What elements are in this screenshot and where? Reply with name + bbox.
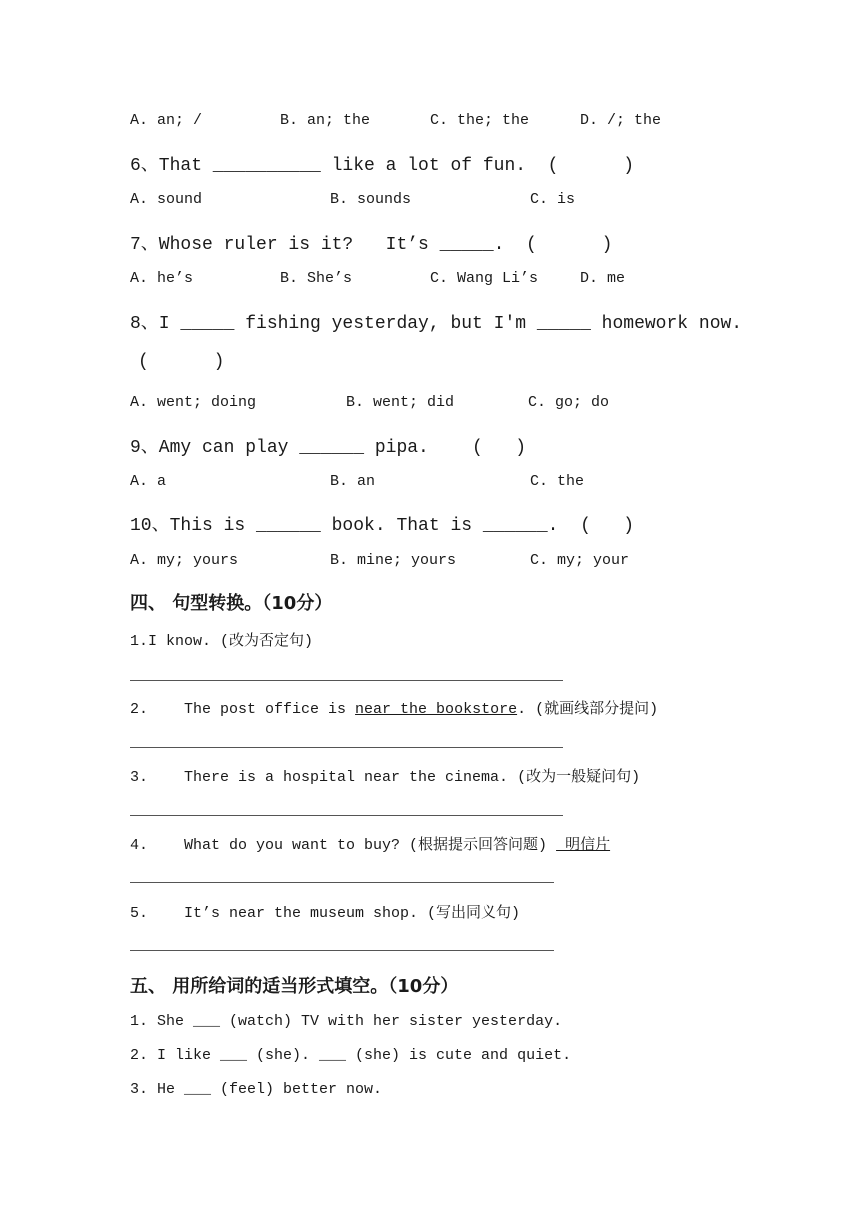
q7-option-c: C. Wang Li’s (430, 270, 539, 287)
q5-option-c: C. the; the (430, 112, 530, 129)
answer-line-2[interactable] (130, 747, 563, 748)
q10-option-a: A. my; yours (130, 552, 239, 569)
answer-line-5[interactable] (130, 950, 554, 951)
q9-option-b: B. an (330, 473, 376, 490)
q8-option-a: A. went; doing (130, 394, 257, 411)
q7-option-a: A. he’s (130, 270, 194, 287)
answer-line-3[interactable] (130, 815, 563, 816)
q8-option-b: B. went; did (346, 394, 455, 411)
q6-option-a: A. sound (130, 191, 203, 208)
q7-stem: 7、Whose ruler is it? It’s _____. ( ) (130, 235, 613, 255)
q9-option-a: A. a (130, 473, 167, 490)
q9-option-c: C. the (530, 473, 585, 490)
section4-heading: 四、 句型转换。（10分） (130, 593, 333, 614)
section4-item-1: 1.I know. (改为否定句) (130, 633, 314, 650)
q6-option-b: B. sounds (330, 191, 412, 208)
q8-option-c: C. go; do (528, 394, 610, 411)
q10-option-b: B. mine; yours (330, 552, 457, 569)
item-4-hint: 明信片 (556, 837, 611, 854)
item-2-text: 2. The post office is (130, 701, 356, 718)
section4-item-5: 5. It’s near the museum shop. (写出同义句) (130, 905, 521, 922)
q9-stem: 9、Amy can play ______ pipa. ( ) (130, 438, 527, 458)
q5-option-a: A. an; / (130, 112, 203, 129)
section5-item-1: 1. She ___ (watch) TV with her sister yesterday. (130, 1013, 563, 1030)
q7-option-d: D. me (580, 270, 626, 287)
section4-item-2 (130, 697, 658, 718)
q10-option-c: C. my; your (530, 552, 630, 569)
item-2-underlined: near the bookstore (355, 701, 518, 718)
q5-option-d: D. /; the (580, 112, 662, 129)
q7-option-b: B. She’s (280, 270, 353, 287)
item-4-text: 4. What do you want to buy? (根据提示回答问题) (130, 837, 557, 854)
q6-option-c: C. is (530, 191, 576, 208)
q8-answer-paren: ( ) (138, 352, 225, 372)
q5-option-b: B. an; the (280, 112, 371, 129)
item-2-suffix: . (就画线部分提问) (517, 701, 659, 718)
q8-stem: 8、I _____ fishing yesterday, but I'm _____ homework now. (130, 314, 743, 334)
answer-line-1[interactable] (130, 680, 563, 681)
answer-line-4[interactable] (130, 882, 554, 883)
section5-heading: 五、 用所给词的适当形式填空。（10分） (130, 976, 459, 997)
section5-item-2: 2. I like ___ (she). ___ (she) is cute and quiet. (130, 1047, 572, 1064)
q10-stem: 10、This is ______ book. That is ______. ( ) (130, 516, 635, 536)
q6-stem: 6、That __________ like a lot of fun. ( ) (130, 156, 635, 176)
section5-item-3: 3. He ___ (feel) better now. (130, 1081, 383, 1098)
section4-item-3: 3. There is a hospital near the cinema. (改为一般疑问句) (130, 769, 641, 786)
section4-item-4 (130, 833, 610, 854)
